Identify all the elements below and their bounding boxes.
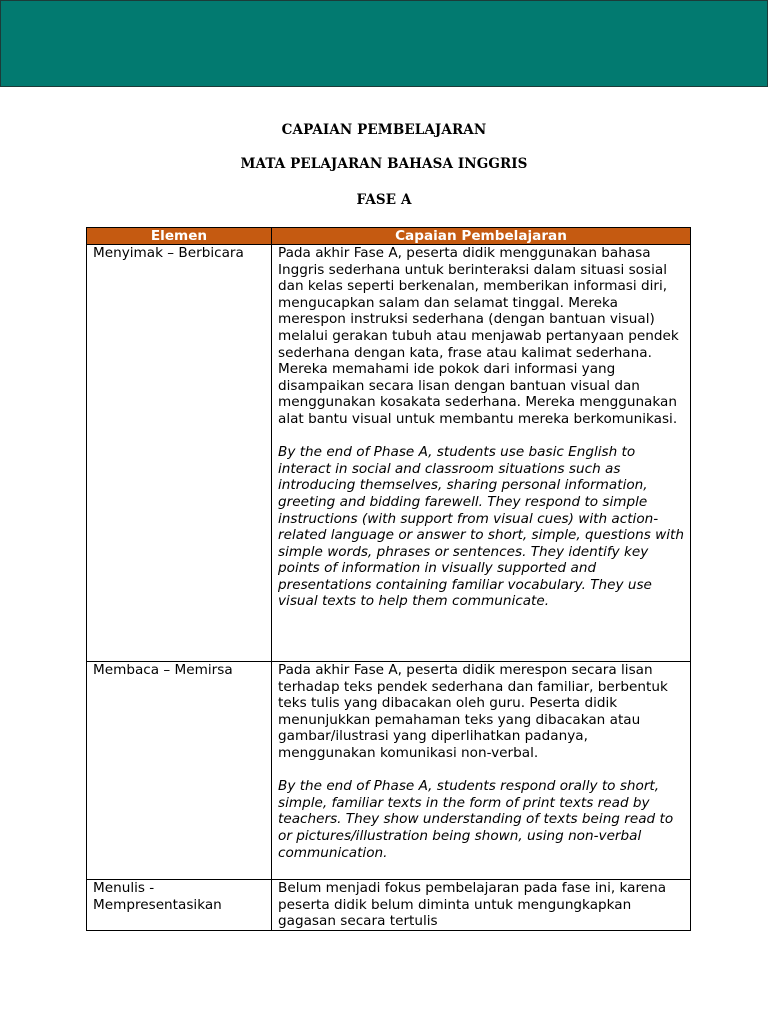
outcome-text-english: By the end of Phase A, students respond orally to short, simple, familiar texts in the form of print texts read by teachers. They show understanding of texts being read to or pictures/illustration being shown, using non-verbal communication. <box>278 778 674 861</box>
learning-outcomes-table <box>86 227 691 931</box>
element-cell: Menulis - Mempresentasikan <box>87 880 272 931</box>
outcome-cell <box>272 662 691 880</box>
header-elemen: Elemen <box>87 228 272 245</box>
table-row <box>87 880 691 931</box>
table-header-row <box>87 228 691 245</box>
document-title: CAPAIAN PEMBELAJARAN <box>281 122 487 138</box>
element-cell: Membaca – Memirsa <box>87 662 272 880</box>
outcome-cell <box>272 880 691 931</box>
subject-title: MATA PELAJARAN BAHASA INGGRIS <box>240 156 528 172</box>
outcome-text-indonesian: Pada akhir Fase A, peserta didik menggunakan bahasa Inggris sederhana untuk berinteraksi dalam situasi sosial dan kelas seperti berkenalan, memberikan informasi diri, mengucapkan salam dan selamat tinggal. Mereka merespon instruksi sederhana (dengan bantuan visual) melalui gerakan tubuh atau menjawab pertanyaan pendek sederhana dengan kata, frase atau kalimat sederhana. Mereka memahami ide pokok dari informasi yang disampaikan secara lisan dengan bantuan visual dan menggunakan kosakata sederhana. Mereka menggunakan alat bantu visual untuk membantu mereka berkomunikasi. <box>278 245 679 427</box>
header-band <box>0 0 768 87</box>
outcome-cell <box>272 245 691 662</box>
header-capaian: Capaian Pembelajaran <box>272 228 691 245</box>
element-cell: Menyimak – Berbicara <box>87 245 272 662</box>
outcome-text-english: By the end of Phase A, students use basic English to interact in social and classroom situations such as introducing themselves, sharing personal information, greeting and bidding farewell. They respond to simple instructions (with support from visual cues) with action-related language or answer to short, simple, questions with simple words, phrases or sentences. They identify key points of information in visually supported and presentations containing familiar vocabulary. They use visual texts to help them communicate. <box>278 444 684 610</box>
phase-title: FASE A <box>356 192 412 208</box>
table-row <box>87 662 691 880</box>
outcome-text-indonesian: Belum menjadi fokus pembelajaran pada fase ini, karena peserta didik belum diminta untuk mengungkapkan gagasan secara tertulis <box>278 880 667 930</box>
table-row <box>87 245 691 662</box>
outcome-text-indonesian: Pada akhir Fase A, peserta didik merespon secara lisan terhadap teks pendek sederhana dan familiar, berbentuk teks tulis yang dibacakan oleh guru. Peserta didik menunjukkan pemahaman teks yang dibacakan atau gambar/ilustrasi yang diperlihatkan padanya, menggunakan komunikasi non-verbal. <box>278 662 668 761</box>
